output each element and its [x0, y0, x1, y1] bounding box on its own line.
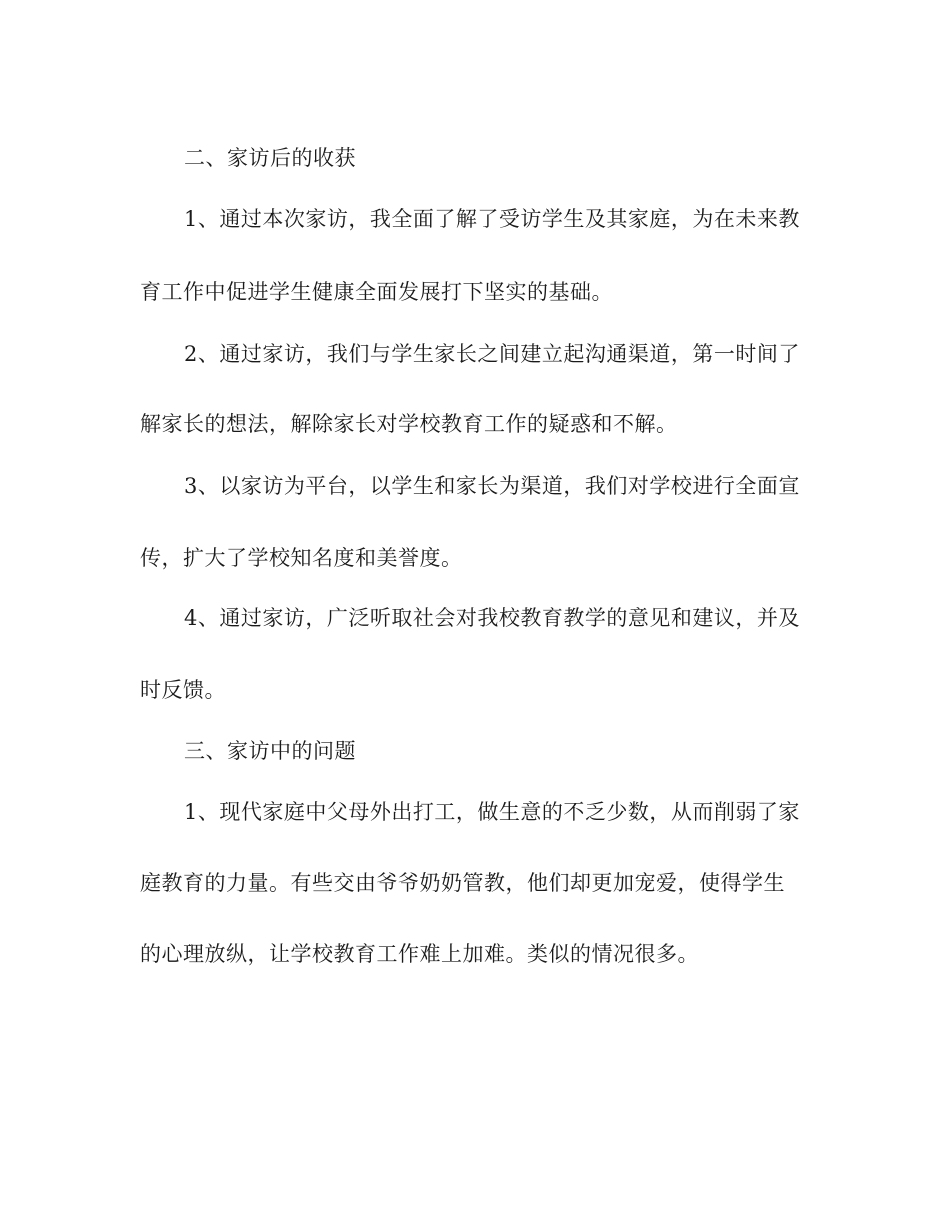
paragraph-line: 1、通过本次家访，我全面了解了受访学生及其家庭，为在未来教 — [184, 207, 800, 231]
paragraph-line: 时反馈。 — [140, 678, 226, 702]
paragraph-line: 1、现代家庭中父母外出打工，做生意的不乏少数，从而削弱了家 — [184, 800, 800, 824]
section-heading-harvest: 二、家访后的收获 — [184, 146, 356, 170]
paragraph-line: 4、通过家访，广泛听取社会对我校教育教学的意见和建议，并及 — [184, 606, 800, 630]
paragraph-line: 3、以家访为平台，以学生和家长为渠道，我们对学校进行全面宣 — [184, 474, 800, 498]
paragraph-line: 解家长的想法，解除家长对学校教育工作的疑惑和不解。 — [140, 412, 678, 436]
paragraph-line: 育工作中促进学生健康全面发展打下坚实的基础。 — [140, 280, 613, 304]
paragraph-line: 2、通过家访，我们与学生家长之间建立起沟通渠道，第一时间了 — [184, 342, 800, 366]
paragraph-line: 庭教育的力量。有些交由爷爷奶奶管教，他们却更加宠爱，使得学生 — [140, 871, 785, 895]
paragraph-line: 的心理放纵，让学校教育工作难上加难。类似的情况很多。 — [140, 942, 699, 966]
section-heading-problems: 三、家访中的问题 — [184, 739, 356, 763]
paragraph-line: 传，扩大了学校知名度和美誉度。 — [140, 546, 463, 570]
